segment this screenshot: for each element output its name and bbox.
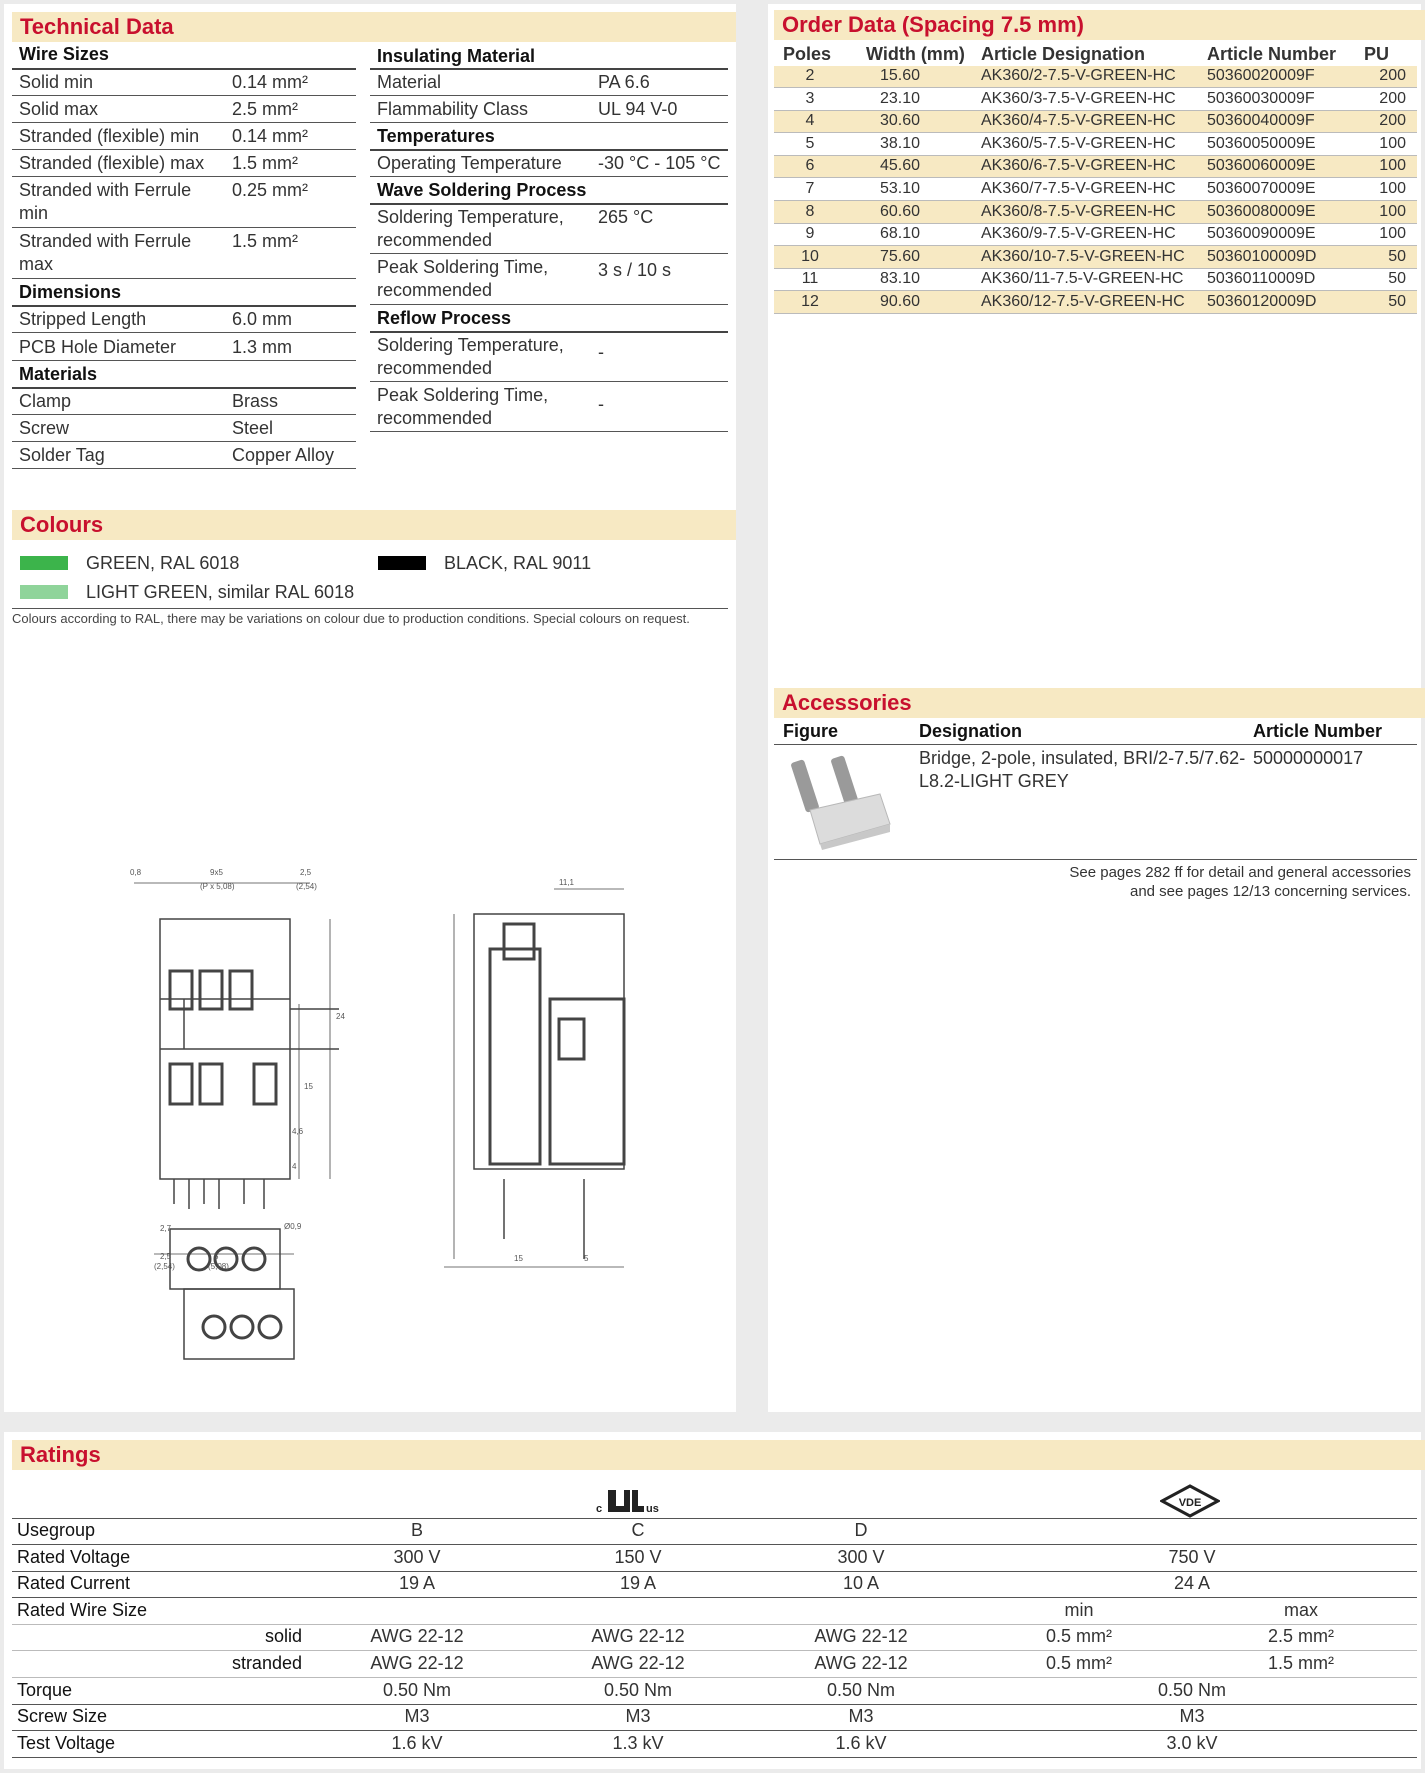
reflow-value: - <box>598 394 604 414</box>
wire-label: Stranded with Ferrule <box>19 231 192 251</box>
ratings-cell: 19 A <box>619 1573 657 1594</box>
vde-cert-icon <box>1160 1484 1220 1518</box>
dim-label: (2,54) <box>296 882 317 891</box>
order-cell: 8 <box>805 202 815 220</box>
dim-label: 9x5 <box>210 868 223 877</box>
order-cell: AK360/10-7.5-V-GREEN-HC <box>981 247 1185 265</box>
order-cell: 100 <box>1379 157 1406 175</box>
ratings-cell: 1.3 kV <box>612 1732 664 1753</box>
ratings-panel <box>4 1432 1421 1769</box>
order-cell: AK360/12-7.5-V-GREEN-HC <box>981 293 1185 310</box>
wave-label: Soldering Temperature, <box>377 207 564 227</box>
order-cell: 9 <box>805 225 815 243</box>
order-cell: 38.10 <box>879 134 921 152</box>
order-data-header: Order Data (Spacing 7.5 mm) <box>774 10 1425 40</box>
row-divider <box>774 132 1417 133</box>
row-divider <box>12 1624 1417 1625</box>
ratings-cell: B <box>410 1520 423 1540</box>
reflow-label: Peak Soldering Time, <box>377 385 549 405</box>
col-width: Width (mm) <box>866 44 965 64</box>
colour-label: BLACK, RAL 9011 <box>444 553 592 573</box>
order-cell: 15.60 <box>879 67 921 84</box>
ratings-cell: 10 A <box>842 1573 880 1594</box>
row-divider <box>774 200 1417 201</box>
dim-label: 15 <box>304 1082 313 1091</box>
materials-heading: Materials <box>19 364 98 384</box>
ratings-cell: Rated Current <box>17 1573 131 1594</box>
ratings-cell: 19 A <box>398 1573 436 1594</box>
order-cell: 50360110009D <box>1207 270 1316 288</box>
colour-label: LIGHT GREEN, similar RAL 6018 <box>86 582 355 602</box>
acc-designation-line1: Bridge, 2-pole, insulated, BRI/2-7.5/7.62- <box>919 748 1246 768</box>
col-pu: PU <box>1364 44 1390 64</box>
order-cell: 10 <box>801 247 819 265</box>
ratings-cell: AWG 22-12 <box>370 1653 464 1673</box>
ratings-cell: AWG 22-12 <box>370 1626 464 1647</box>
ratings-cell: AWG 22-12 <box>814 1626 908 1647</box>
order-cell: 50360050009E <box>1207 134 1316 152</box>
row-divider <box>12 1757 1417 1758</box>
temp-value: -30 °C - 105 °C <box>598 153 721 173</box>
ins-label: Material <box>377 72 442 92</box>
reflow-label-2: recommended <box>377 408 493 428</box>
side-view-drawing <box>444 889 624 1267</box>
wire-label: Stranded (flexible) min <box>19 126 200 146</box>
dim-label: 24 <box>336 1012 345 1021</box>
temp-label: Operating Temperature <box>377 153 562 173</box>
reflow-label-2: recommended <box>377 358 493 378</box>
dim-label: 5 <box>584 1254 589 1263</box>
acc-designation-line2: L8.2-LIGHT GREY <box>919 771 1069 791</box>
mat-label: Solder Tag <box>19 445 105 465</box>
dim-label: Ø0,9 <box>284 1222 302 1231</box>
colour-swatch-light-green <box>20 585 68 599</box>
row-divider <box>12 1544 1417 1545</box>
wire-value: 0.14 mm² <box>232 126 309 146</box>
col-poles: Poles <box>783 44 832 64</box>
order-cell: 68.10 <box>879 225 921 243</box>
reflow-heading: Reflow Process <box>377 308 512 328</box>
mat-label: Clamp <box>19 391 72 411</box>
wave-value: 265 °C <box>598 207 654 227</box>
order-cell: 5 <box>805 134 815 152</box>
order-cell: 2 <box>805 67 815 84</box>
dim-label: 2,5 <box>160 1252 172 1261</box>
dim-label: 4,6 <box>292 1127 304 1136</box>
order-cell: 100 <box>1379 202 1406 220</box>
colours-header: Colours <box>12 510 736 540</box>
ratings-cell: Test Voltage <box>17 1732 116 1753</box>
row-divider <box>12 1730 1417 1731</box>
reflow-label: Soldering Temperature, <box>377 335 564 355</box>
dim-value: 1.3 mm <box>232 337 293 357</box>
wire-value: 1.5 mm² <box>232 153 299 173</box>
ratings-cell: 300 V <box>393 1546 441 1567</box>
order-cell: 200 <box>1379 89 1406 107</box>
order-cell: 4 <box>805 112 815 130</box>
ratings-cell: 0.5 mm² <box>1045 1653 1112 1673</box>
ratings-cell: 1.6 kV <box>835 1732 887 1753</box>
colour-swatch-black <box>378 556 426 570</box>
order-cell: 50360100009D <box>1207 247 1317 265</box>
colour-label: GREEN, RAL 6018 <box>86 553 240 573</box>
order-cell: 50 <box>1388 270 1406 288</box>
wave-label: Peak Soldering Time, <box>377 257 549 277</box>
temperatures-heading: Temperatures <box>377 126 495 146</box>
accessories-header: Accessories <box>774 688 1425 718</box>
dim-label: 5 <box>214 1252 219 1261</box>
dim-label: 2,5 <box>300 868 312 877</box>
ratings-cell: stranded <box>231 1653 302 1673</box>
order-cell: 50360060009E <box>1207 157 1316 175</box>
order-cell: 50360120009D <box>1207 293 1317 310</box>
row-divider <box>12 1571 1417 1572</box>
ratings-cell: Usegroup <box>17 1520 96 1540</box>
order-cell: 90.60 <box>879 293 921 310</box>
wire-label: Stranded (flexible) max <box>19 153 205 173</box>
ratings-cell: M3 <box>404 1706 430 1727</box>
wire-label: Solid max <box>19 99 99 119</box>
order-cell: 200 <box>1379 112 1406 130</box>
wire-value: 0.14 mm² <box>232 72 309 92</box>
dim-label: (2,54) <box>154 1262 175 1271</box>
ratings-cell: C <box>631 1520 645 1540</box>
dim-label: 0,8 <box>130 868 142 877</box>
order-cell: AK360/6-7.5-V-GREEN-HC <box>981 157 1176 175</box>
dim-label: (5,08) <box>208 1262 229 1271</box>
order-cell: 50360090009E <box>1207 225 1316 243</box>
row-divider <box>774 290 1417 291</box>
ratings-cell: 3.0 kV <box>1166 1732 1218 1753</box>
wire-value: 2.5 mm² <box>232 99 299 119</box>
order-cell: 83.10 <box>879 270 921 288</box>
order-cell: AK360/9-7.5-V-GREEN-HC <box>981 225 1176 243</box>
order-cell: 12 <box>801 293 819 310</box>
colour-swatch-green <box>20 556 68 570</box>
ratings-cell: AWG 22-12 <box>814 1653 908 1673</box>
bridge-figure <box>780 752 900 852</box>
ratings-cell: AWG 22-12 <box>591 1653 685 1673</box>
order-table-body <box>774 66 1417 318</box>
ratings-cell: Torque <box>17 1679 73 1700</box>
dim-label: Stripped Length <box>19 309 147 329</box>
wave-soldering-heading: Wave Soldering Process <box>377 180 587 200</box>
wire-value: 0.25 mm² <box>232 180 309 200</box>
ratings-cell: 0.50 Nm <box>826 1679 896 1700</box>
order-cell: 75.60 <box>879 247 921 265</box>
wave-value: 3 s / 10 s <box>598 260 672 280</box>
ratings-cell: 24 A <box>1173 1573 1211 1594</box>
ratings-cell: Rated Wire Size <box>17 1599 148 1620</box>
ins-value: UL 94 V-0 <box>598 99 678 119</box>
ratings-cell: Rated Voltage <box>17 1546 131 1567</box>
ratings-cell: 0.50 Nm <box>603 1679 673 1700</box>
order-cell: 100 <box>1379 180 1406 197</box>
order-cell: 3 <box>805 89 815 107</box>
svg-text:VDE: VDE <box>1178 1497 1202 1509</box>
row-divider <box>774 110 1417 111</box>
row-divider <box>12 1597 1417 1598</box>
order-cell: 53.10 <box>879 180 921 197</box>
row-divider <box>12 1677 1417 1678</box>
wire-sizes-heading: Wire Sizes <box>19 44 109 64</box>
right-panel <box>768 4 1421 1412</box>
order-cell: 6 <box>805 157 815 175</box>
order-cell: 50360070009E <box>1207 180 1316 197</box>
ratings-cell: AWG 22-12 <box>591 1626 685 1647</box>
ratings-cell: 0.5 mm² <box>1045 1626 1112 1647</box>
dim-value: 6.0 mm <box>232 309 293 329</box>
acc-col-figure: Figure <box>783 721 839 741</box>
order-cell: AK360/2-7.5-V-GREEN-HC <box>981 67 1176 84</box>
wire-label: Stranded with Ferrule <box>19 180 192 200</box>
ratings-cell: solid <box>264 1626 302 1647</box>
ul-cert-icon <box>594 1484 674 1518</box>
wire-label: Solid min <box>19 72 94 92</box>
order-cell: 50 <box>1388 247 1406 265</box>
dimensions-heading: Dimensions <box>19 282 122 302</box>
acc-note-line1: See pages 282 ff for detail and general accessories <box>1069 864 1411 881</box>
order-cell: 50 <box>1388 293 1406 310</box>
row-divider <box>12 1704 1417 1705</box>
row-divider <box>774 177 1417 178</box>
order-cell: 50360030009F <box>1207 89 1315 107</box>
order-cell: AK360/8-7.5-V-GREEN-HC <box>981 202 1176 220</box>
dim-label: 15 <box>514 1254 523 1263</box>
mat-label: Screw <box>19 418 70 438</box>
row-divider <box>774 245 1417 246</box>
order-cell: AK360/7-7.5-V-GREEN-HC <box>981 180 1176 197</box>
ratings-header: Ratings <box>12 1440 1425 1470</box>
wire-label-2: max <box>19 254 54 274</box>
row-divider <box>12 1518 1417 1519</box>
order-cell: AK360/11-7.5-V-GREEN-HC <box>981 270 1184 288</box>
ins-value: PA 6.6 <box>598 72 650 92</box>
ratings-cell: M3 <box>625 1706 651 1727</box>
mat-value: Steel <box>232 418 274 438</box>
dim-label: PCB Hole Diameter <box>19 337 177 357</box>
reflow-value: - <box>598 342 604 362</box>
order-cell: 45.60 <box>879 157 921 175</box>
mat-value: Brass <box>232 391 279 411</box>
row-divider <box>774 313 1417 314</box>
ins-label: Flammability Class <box>377 99 529 119</box>
ratings-cell: 300 V <box>837 1546 885 1567</box>
order-cell: 30.60 <box>879 112 921 130</box>
order-cell: 50360040009F <box>1207 112 1315 130</box>
dim-label: 2,7 <box>160 1224 172 1233</box>
dim-label: 11,1 <box>559 878 574 887</box>
wire-label-2: min <box>19 203 49 223</box>
order-cell: AK360/4-7.5-V-GREEN-HC <box>981 112 1176 130</box>
ratings-cell: 750 V <box>1168 1546 1216 1567</box>
row-divider <box>774 223 1417 224</box>
ratings-cell: Screw Size <box>17 1706 108 1727</box>
top-view-drawing <box>170 1229 294 1359</box>
acc-note-line2: and see pages 12/13 concerning services. <box>1129 883 1411 900</box>
row-divider <box>774 155 1417 156</box>
left-panel <box>4 4 736 1412</box>
svg-text:us: us <box>646 1503 659 1515</box>
col-article-number: Article Number <box>1207 44 1337 64</box>
acc-article-number: 50000000017 <box>1253 748 1364 768</box>
ratings-cell: 1.5 mm² <box>1267 1653 1334 1673</box>
wire-value: 1.5 mm² <box>232 231 299 251</box>
ratings-cell: M3 <box>1179 1706 1205 1727</box>
ratings-cell: max <box>1283 1599 1318 1620</box>
dim-label: 4 <box>292 1162 297 1171</box>
order-cell: 11 <box>801 270 819 288</box>
ratings-cell: 1.6 kV <box>391 1732 443 1753</box>
wave-label-2: recommended <box>377 280 493 300</box>
ratings-cell: D <box>854 1520 868 1540</box>
acc-col-designation: Designation <box>919 721 1023 741</box>
ratings-cell: 0.50 Nm <box>1157 1679 1227 1700</box>
row-divider <box>774 268 1417 269</box>
order-cell: 60.60 <box>879 202 921 220</box>
order-cell: 7 <box>805 180 815 197</box>
dim-label: (P x 5,08) <box>200 882 235 891</box>
order-cell: 100 <box>1379 134 1406 152</box>
ratings-cell: min <box>1064 1599 1094 1620</box>
colours-note: Colours according to RAL, there may be variations on colour due to production conditions. Special colours on request. <box>12 611 690 626</box>
insulating-heading: Insulating Material <box>377 46 536 66</box>
row-divider <box>12 1650 1417 1651</box>
wave-label-2: recommended <box>377 230 493 250</box>
order-cell: 100 <box>1379 225 1406 243</box>
order-cell: 23.10 <box>879 89 921 107</box>
front-view-drawing <box>134 883 339 1254</box>
order-cell: 200 <box>1379 67 1406 84</box>
order-cell: AK360/5-7.5-V-GREEN-HC <box>981 134 1176 152</box>
col-designation: Article Designation <box>981 44 1146 64</box>
ratings-cell: M3 <box>848 1706 874 1727</box>
acc-col-article-number: Article Number <box>1253 721 1383 741</box>
svg-text:c: c <box>596 1503 603 1515</box>
order-cell: 50360020009F <box>1207 67 1315 84</box>
order-cell: AK360/3-7.5-V-GREEN-HC <box>981 89 1176 107</box>
mat-value: Copper Alloy <box>232 445 335 465</box>
row-divider <box>774 87 1417 88</box>
ratings-cell: 2.5 mm² <box>1267 1626 1334 1647</box>
ratings-cell: 0.50 Nm <box>382 1679 452 1700</box>
technical-drawing <box>114 859 674 1399</box>
ratings-cell: 150 V <box>614 1546 662 1567</box>
order-cell: 50360080009E <box>1207 202 1316 220</box>
technical-data-header: Technical Data <box>12 12 736 42</box>
